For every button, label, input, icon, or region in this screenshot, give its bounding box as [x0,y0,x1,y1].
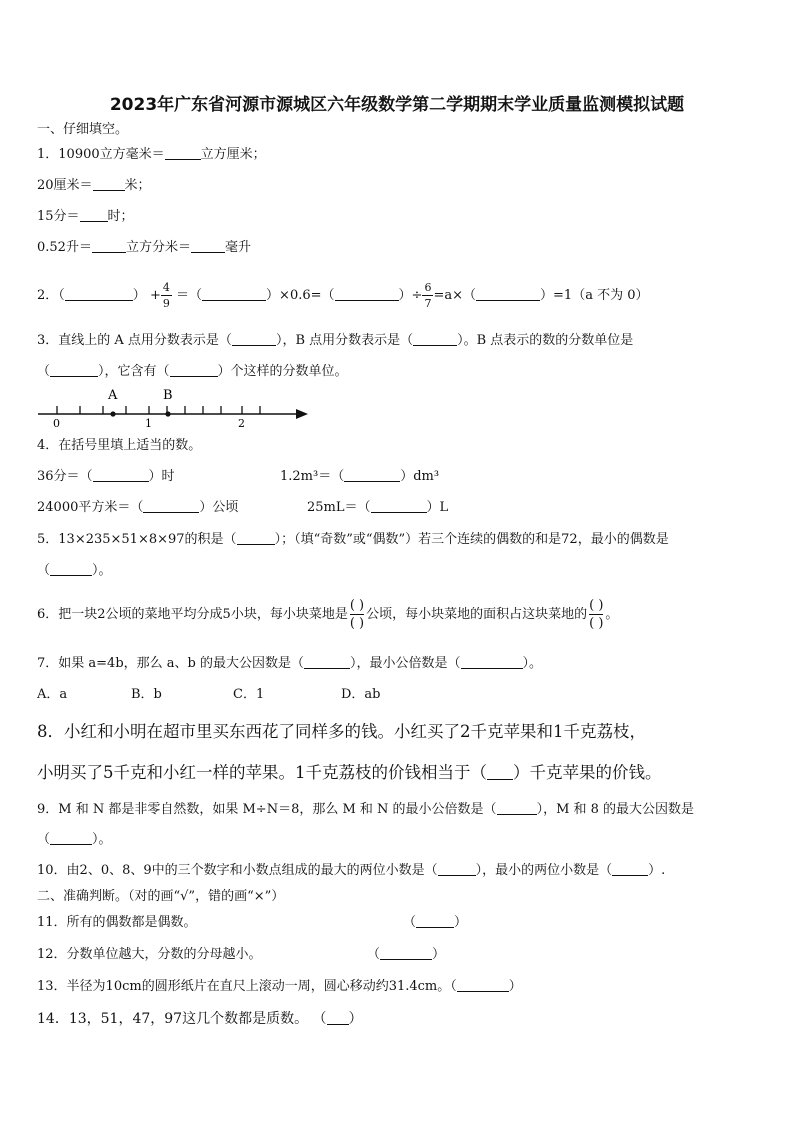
question-4b [280,468,439,486]
q4a-text: 36分＝（ [37,469,93,484]
q1b-text: 20厘米＝ [37,178,93,193]
answer-blank[interactable] [165,147,201,160]
q4b-text: 1.2m³＝（ [280,469,345,484]
q3-text-b: ），B 点用分数表示是（ [275,333,414,348]
point-a-label: A [108,388,118,403]
paren-close: ） [508,979,522,994]
q8-text-a: 小明买了5千克和小红一样的苹果。1千克荔枝的价钱相当于（ [37,763,487,782]
question-8-line-1: 8．小红和小明在超市里买东西花了同样多的钱。小红买了2千克苹果和1千克荔枝， [37,722,646,741]
q5-text-c: （ [37,563,51,578]
answer-blank[interactable] [438,863,476,876]
q7-text-b: ），最小公倍数是（ [349,656,461,671]
q2-tail: =1（a 不为 0） [553,288,649,303]
plus-sign: + [149,288,161,303]
answer-blank[interactable] [50,563,92,576]
q1a-text: 1．10900立方毫米＝ [37,147,165,162]
answer-blank[interactable] [457,979,509,992]
q9-text-d: ）。 [92,832,112,847]
tick-label-2: 2 [238,417,245,430]
answer-blank[interactable] [191,240,225,253]
page-title: 2023年广东省河源市源城区六年级数学第二学期期末学业质量监测模拟试题 [109,95,685,115]
question-4-stem: 4．在括号里填上适当的数。 [37,438,202,453]
question-1c [37,208,134,226]
question-7-option-b[interactable]: B．b [131,687,162,702]
fraction-denominator: ( ) [589,616,604,631]
arrow-icon [296,409,308,419]
question-5-line-1 [37,531,669,549]
question-1b [37,177,151,195]
answer-blank[interactable] [476,288,540,301]
question-7-option-d[interactable]: D．ab [341,687,381,702]
question-7-option-a[interactable]: A．a [37,687,68,702]
q1c-text: 15分＝ [37,209,80,224]
question-5-line-2 [37,562,112,580]
q10-text-b: ），最小的两位小数是（ [475,863,613,878]
fraction-4-9 [161,280,172,311]
number-line-ticks [57,406,260,414]
answer-blank[interactable] [65,288,133,301]
answer-blank[interactable] [143,500,199,513]
q1d-text: 0.52升＝ [37,240,92,255]
q3-text-e: ），它含有（ [98,364,170,379]
tick-label-0: 0 [53,417,60,430]
answer-blank[interactable] [202,288,266,301]
answer-blank[interactable] [170,364,218,377]
question-7-option-c[interactable]: C．1 [233,687,265,702]
question-4a [37,468,175,486]
paren-open: （ [321,288,335,303]
times-a-text: =a× [433,288,463,303]
paren-open: （ [189,288,203,303]
q7-text-a: 7．如果 a=4b，那么 a、b 的最大公因数是（ [37,656,304,671]
answer-blank[interactable] [612,863,648,876]
tick-label-1: 1 [145,417,152,430]
question-1d [37,239,251,257]
fraction-numerator: 6 [424,281,432,294]
question-11: 11．所有的偶数都是偶数。 [37,915,197,930]
q1c-unit: 时； [107,209,134,224]
question-11-answer[interactable] [403,914,467,932]
question-7 [37,655,542,673]
answer-blank[interactable] [344,469,400,482]
paren-open: （ [367,947,381,962]
q9-text-a: 9．M 和 N 都是非零自然数，如果 M÷N＝8，那么 M 和 N 的最小公倍数是（ [37,802,497,817]
q9-text-c: （ [37,832,51,847]
answer-blank[interactable] [50,832,92,845]
q4c-text: 24000平方米＝（ [37,500,144,515]
q3-text-f: ）个这样的分数单位。 [217,364,348,379]
fraction-denominator: 7 [424,297,432,310]
answer-blank[interactable] [232,333,276,346]
q5-text-d: ）。 [92,563,112,578]
q3-text-c: ）。B 点表示的数的分数单位是 [457,333,634,348]
question-13 [37,978,522,996]
fraction-6-7 [422,280,433,311]
answer-blank[interactable] [92,240,126,253]
q6-text-b: 公顷，每小块菜地的面积占这块菜地的 [366,607,588,622]
paren-close: ） [348,1011,363,1027]
fraction-denominator: ( ) [349,616,365,631]
answer-blank[interactable] [487,765,513,780]
question-4c [37,499,238,517]
answer-blank[interactable] [371,500,427,513]
question-14 [37,1010,363,1028]
times-text: ×0.6= [279,288,322,303]
fraction-numerator: 4 [162,281,170,294]
equals-sign: ＝ [176,288,190,303]
q6-text-c: 。 [605,607,619,622]
answer-blank[interactable] [335,288,399,301]
answer-fraction-blank[interactable] [350,597,364,632]
answer-blank[interactable] [80,209,108,222]
q2-number: 2． [37,288,59,303]
fraction-denominator: 9 [162,297,170,310]
question-2 [37,280,648,311]
q3-text-d: （ [37,364,51,379]
question-12-answer[interactable] [367,946,445,964]
q10-text-a: 10．由2、0、8、9中的三个数字和小数点组成的最大的两位小数是（ [37,863,438,878]
fraction-numerator: ( ) [589,598,604,613]
paren-close: ） [132,288,146,303]
answer-blank[interactable] [413,333,457,346]
fraction-numerator: ( ) [349,598,365,613]
answer-blank[interactable] [304,656,350,669]
answer-fraction-blank[interactable] [589,597,603,632]
question-9-line-2 [37,831,112,849]
section-heading-fill: 一、仔细填空。 [37,122,129,137]
question-6 [37,597,618,633]
q6-text-a: 6．把一块2公顷的菜地平均分成5小块，每小块菜地是 [37,607,348,622]
answer-blank[interactable] [461,656,523,669]
question-3-line-2 [37,363,348,381]
paren-close: ） [432,947,446,962]
question-8-line-2 [37,762,662,784]
answer-blank[interactable] [497,802,537,815]
q13-text: 13．半径为10cm的圆形纸片在直尺上滚动一周，圆心移动约31.4cm。（ [37,979,457,994]
q14-text: 14．13，51，47，97这几个数都是质数。 [37,1011,309,1027]
question-9-line-1 [37,801,694,819]
q5-text-b: ）；（填“奇数”或“偶数”）若三个连续的偶数的和是72，最小的偶数是 [274,532,669,547]
section-heading-judge: 二、准确判断。（对的画“√”，错的画“×”） [37,889,285,904]
q8-text-b: ）千克苹果的价钱。 [513,763,662,782]
answer-blank[interactable] [327,1012,349,1025]
answer-blank[interactable] [50,364,98,377]
answer-blank[interactable] [93,469,149,482]
q4c-unit: ）公顷 [199,500,239,515]
point-a-marker [110,411,115,416]
q4d-text: 25mL＝（ [307,500,371,515]
q3-text-a: 3．直线上的 A 点用分数表示是（ [37,333,232,348]
answer-blank[interactable] [93,178,125,191]
q5-text-a: 5．13×235×51×8×97的积是（ [37,532,237,547]
q1b-unit: 米； [124,178,151,193]
q4d-unit: ）L [426,500,449,515]
question-12: 12．分数单位越大，分数的分母越小。 [37,947,262,962]
paren-close: ） [454,915,468,930]
q1a-unit: 立方厘米； [200,147,266,162]
q1d-unit: 毫升 [224,240,251,255]
question-4d [307,499,448,517]
q1d-mid: 立方分米＝ [125,240,191,255]
paren-close: ） [398,288,412,303]
paren-close: ） [266,288,280,303]
paren-open: （ [312,1011,327,1027]
point-b-label: B [163,388,173,403]
answer-blank[interactable] [380,947,432,960]
point-b-marker [165,411,170,416]
q4a-unit: ）时 [148,469,175,484]
question-10 [37,862,665,880]
question-1a [37,146,266,164]
q4b-unit: ）dm³ [400,469,440,484]
answer-blank[interactable] [416,915,454,928]
q7-text-c: ）。 [522,656,543,671]
paren-open: （ [58,288,65,303]
paren-close: ） [540,288,554,303]
q10-text-c: ）. [648,863,666,878]
answer-blank[interactable] [237,532,275,545]
divide-sign: ÷ [411,288,423,303]
question-3-line-1 [37,332,633,350]
q9-text-b: ），M 和 8 的最大公因数是 [536,802,695,817]
paren-open: （ [463,288,477,303]
number-line [30,384,320,430]
paren-open: （ [403,915,417,930]
